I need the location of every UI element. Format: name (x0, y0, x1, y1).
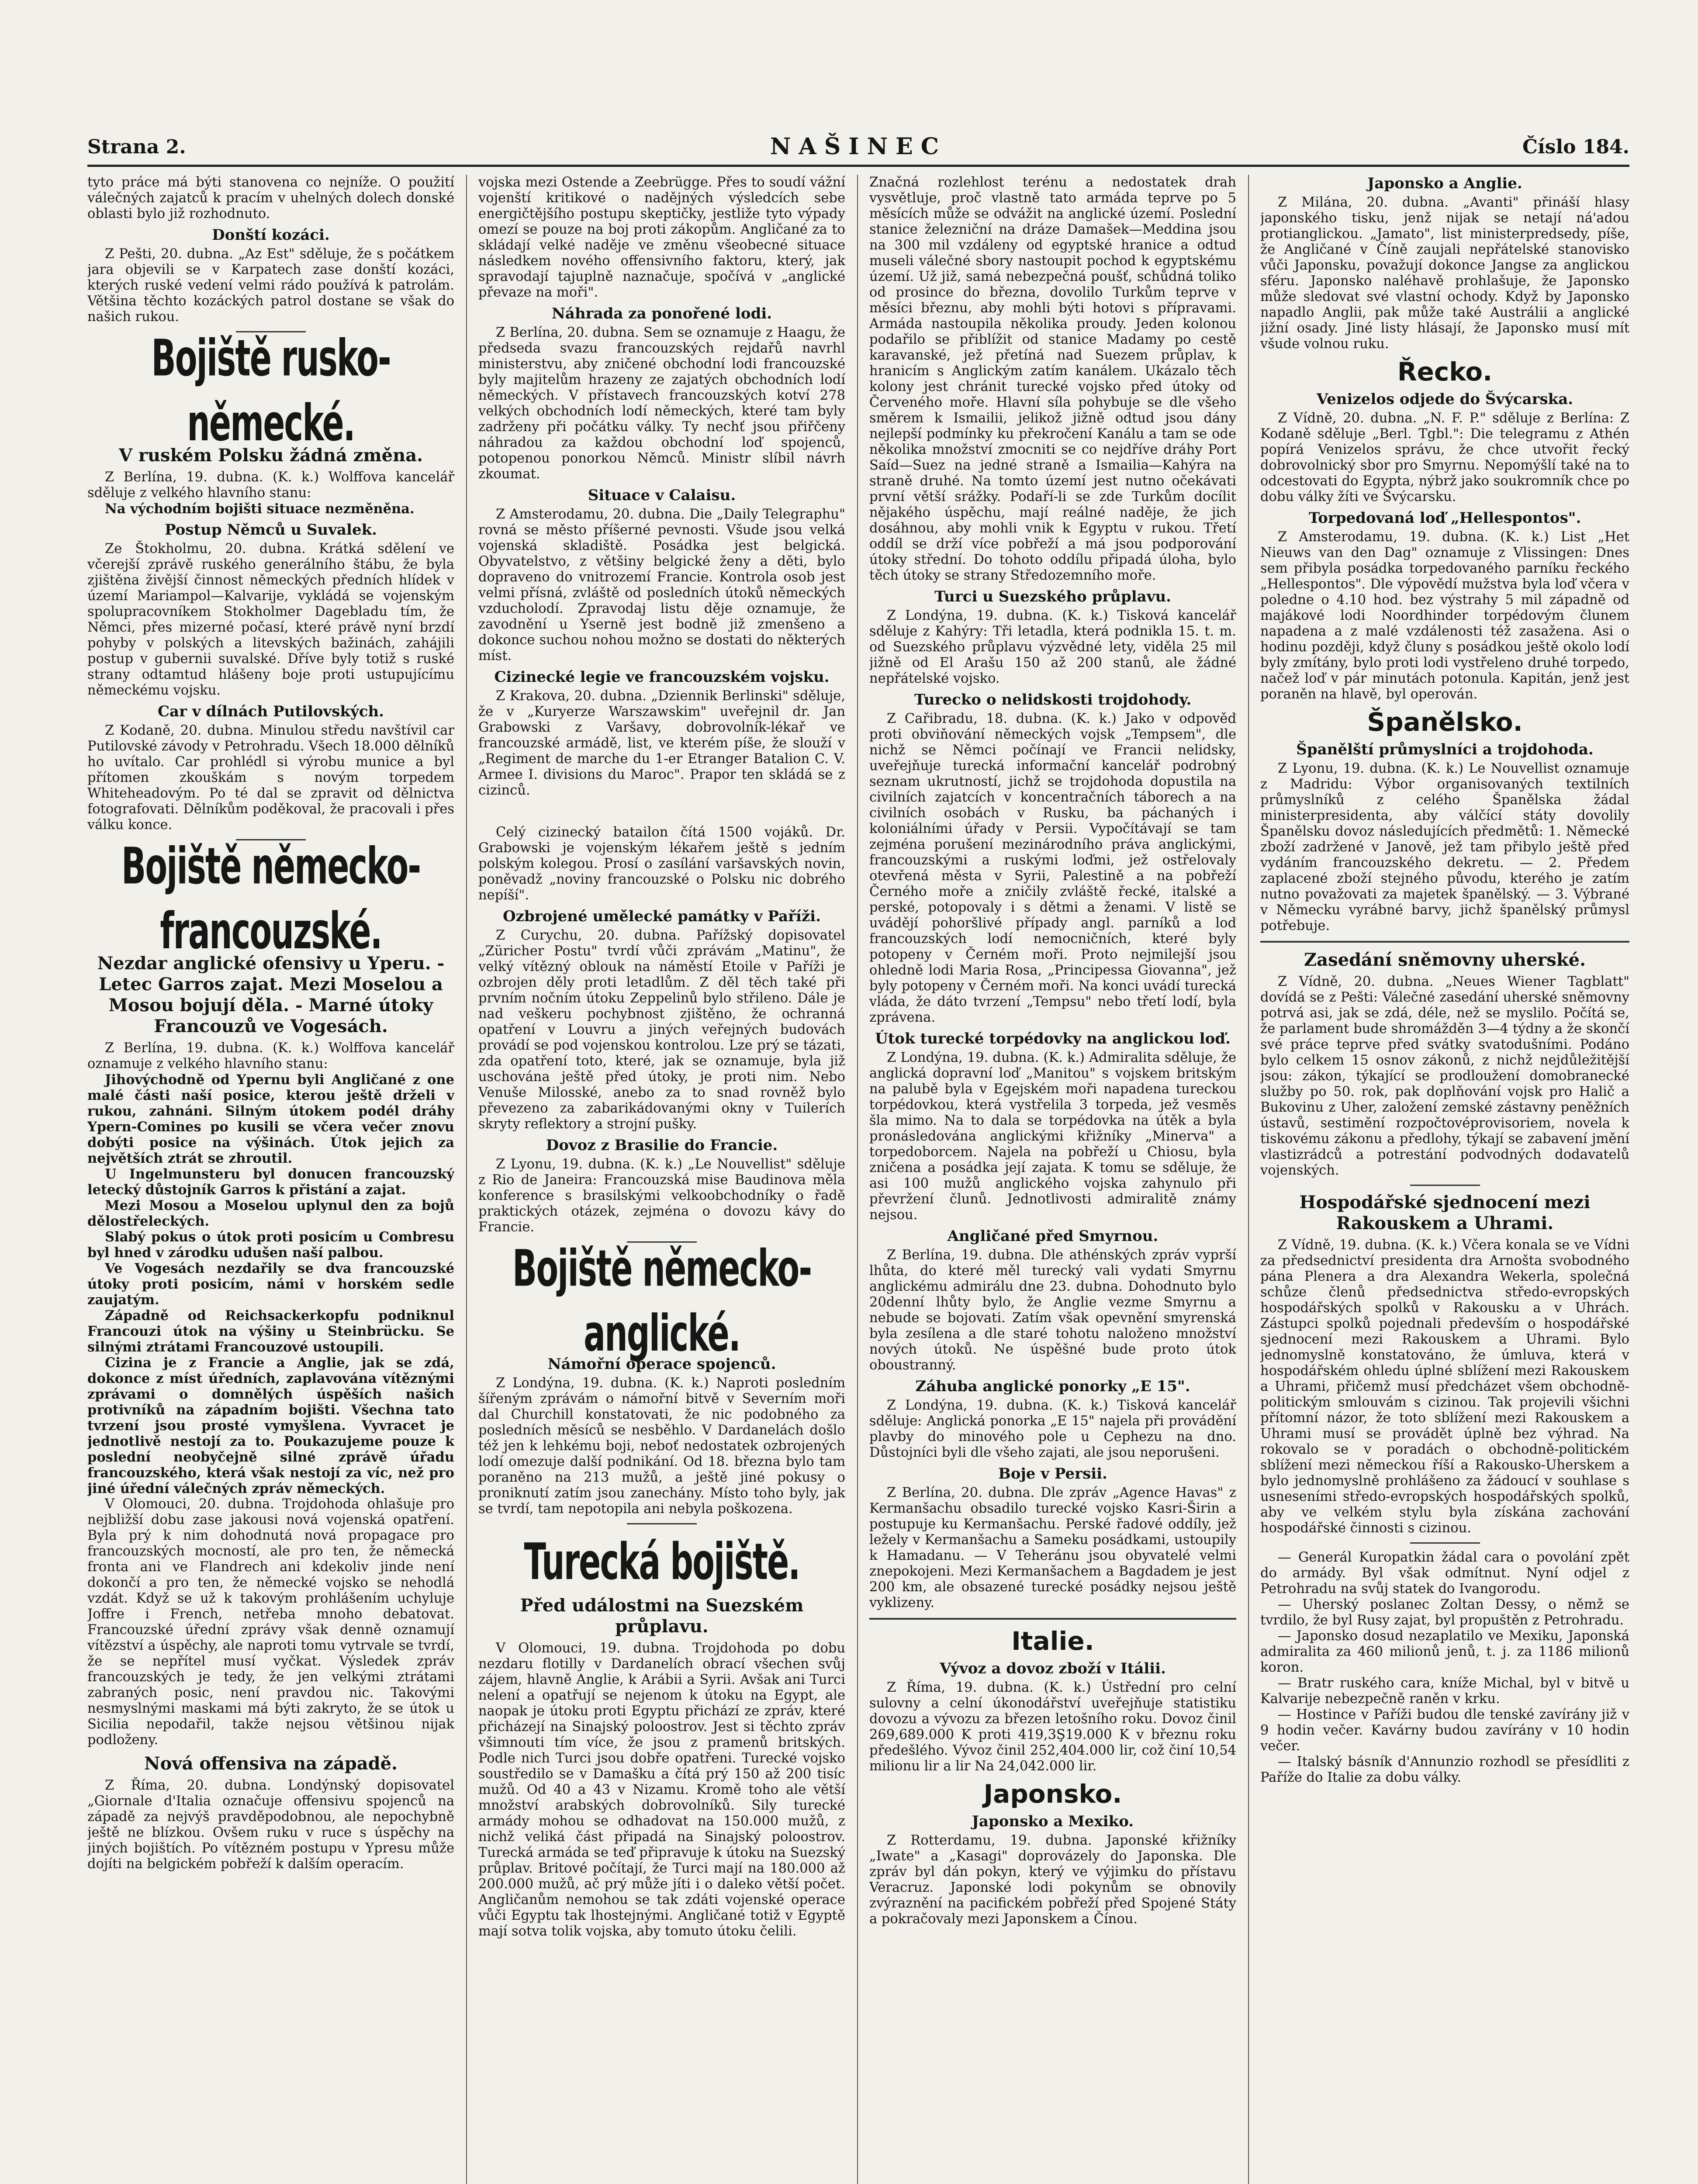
article-heading: Donští kozáci. (212, 226, 330, 244)
article-heading: Dovoz z Brasilie do Francie. (546, 1137, 778, 1154)
article-text: Na východním bojišti situace nezměněna. (105, 501, 415, 517)
article-heading: Hospodářské sjednocení mezi Rakouskem a Uhrami. (1299, 1192, 1591, 1234)
article-heading: Car v dílnách Putilovských. (157, 703, 384, 720)
article-text: Mezi Mosou a Moselou uplynul den za bojů dělostřeleckých. (87, 1198, 454, 1229)
article-heading: Turecko o nelidskosti trojdohody. (914, 691, 1192, 708)
article-text: Z Říma, 20. dubna. Londýnský dopisovatel „Giornale d'Italia označuje offensivu spojenců na západě za nejvýš pravděpodobnou, ale nepochybně ještě ne blízkou. Ovšem ruku v ruce s úspěchy na jiných bojištích. Po vítězném postupu v Ypresu může dojíti na belgickém pobřeží k dalším operacím. (87, 1778, 454, 1872)
article-heading: Španělští průmyslníci a trojdohoda. (1296, 741, 1594, 758)
section-heading: Japonsko. (983, 1779, 1122, 1809)
article-heading: Torpedovaná loď „Hellespontos". (1308, 509, 1581, 527)
article-text: Z Londýna, 19. dubna. (K. k.) Tisková kancelář sděluje: Anglická ponorka „E 15" najela při provádění plavby do minového pole u Cephezu na dno. Důstojníci byli dle všeho zajati, ale jsou neporušeni. (869, 1398, 1236, 1460)
article-text: Z Pešti, 20. dubna. „Az Est" sděluje, že s počátkem jara objevili se v Karpatech zase donští kozáci, kterých ruské vedení velmi rádo používá k patrolám. Většina těchto kozáckých patrol dostane se však do našich rukou. (87, 246, 454, 325)
section-heading: Španělsko. (1367, 707, 1523, 737)
page-header (87, 133, 1629, 167)
article-text: Z Curychu, 20. dubna. Pařížský dopisovatel „Züricher Postu" tvrdí vůči zprávám „Matinu", že velký vítězný oblouk na náměstí Etoile v Paříži je ozbrojen děly proti letadlům. Z děl těch také při prvním nočním útoku Zeppelinů bylo střileno. Dále je nad veškeru pochybnost zjištěno, že ochranná opatření v Louvru a jiných veřejných budovách provádí se pod vojenskou kontrolou. Lze prý se tázati, zda opatření toto, které, jak se oznamuje, byla již uschována ještě před útoky, je proti nim. Nebo Venuše Milosské, anebo za to snad rovněž bylo převezeno za zabarikádovanými okny v Tuilerích skryty reflektory a strojní pušky. (478, 928, 845, 1132)
divider (869, 1618, 1236, 1620)
article-text: Z Amsterodamu, 19. dubna. (K. k.) List „Het Nieuws van den Dag" oznamuje z Vlissingen: Dnes sem přibyla posádka torpedovaného parníku řeckého „Hellespontos". Dle výpovědí mužstva byla loď včera v poledne o 4.10 hod. bez výstrahy 5 mil západně od majákové lodi Noordhinder torpédovým člunem napadena a z malé vzdálenosti též zasažena. Asi o hodinu později, když čluny s posádkou ještě okolo lodí byly zmítány, bylo proti lodi vystřeleno druhé torpedo, načež loď v pár minutách potonula. Kapitán, jenž jest poraněn na hlavě, byl operován. (1260, 529, 1629, 702)
news-brief: — Italský básník d'Annunzio rozhodl se přesídliti z Paříže do Italie za dobu války. (1260, 1754, 1629, 1785)
article-heading: Ozbrojené umělecké památky v Paříži. (503, 908, 821, 925)
article-heading: Vývoz a dovoz zboží v Itálii. (940, 1660, 1166, 1677)
article-text: Z Berlína, 19. dubna. (K. k.) Wolffova kancelář sděluje z velkého hlavního stanu: (87, 470, 454, 501)
section-heading: Italie. (1011, 1626, 1094, 1656)
article-text: Z Berlína, 19. dubna. (K. k.) Wolffova kancelář oznamuje z velkého hlavního stanu: (87, 1040, 454, 1071)
article-heading: Boje v Persii. (998, 1465, 1107, 1482)
article-text: Z Londýna, 19. dubna. (K. k.) Tisková kancelář sděluje z Kahýry: Tři letadla, která podnikla 15. t. m. od Suezského průplavu výzvědné lety, viděla 25 mil jižně od El Arašu 150 až 200 stanů, ale žádné nepřátelské vojsko. (869, 608, 1236, 686)
issue-number: Číslo 184. (1522, 136, 1629, 158)
news-brief: — Hostince v Paříži budou dle tenské zavírány již v 9 hodin večer. Kavárny budou zavírány v 10 hodin večer. (1260, 1707, 1629, 1754)
article-heading: Nezdar anglické ofensivy u Yperu. - Letec Garros zajat. Mezi Moselou a Mosou bojují děla. - Marné útoky Francouzů ve Vogesách. (97, 953, 445, 1037)
article-text: U Ingelmunsteru byl donucen francouzský letecký důstojník Garros k přistání a zajat. (87, 1166, 454, 1198)
news-brief: — Uherský poslanec Zoltan Dessy, o němž se tvrdilo, že byl Rusy zajat, byl propuštěn z Petrohradu. (1260, 1597, 1629, 1628)
article-heading: Japonsko a Mexiko. (972, 1813, 1134, 1830)
article-text: Z Berlína, 19. dubna. Dle athénských zpráv vyprší lhůta, do které měl turecký vali vydati Smyrnu anglickému admirálu dne 23. dubna. Dohodnuto bylo 20denní lhůty bylo, že Anglie vezme Smyrnu a nebude se bojovati. Zatím však opevnění smyrenská byla zesílena a dle staré tohotu naloženo množství nových útoků. Ne úspěšné bude proto útok oboustranný. (869, 1248, 1236, 1373)
article-text: Ze Štokholmu, 20. dubna. Krátká sdělení ve včerejší zprávě ruského generálního štábu, že byla zjištěna živější činnost německých předních hlídek v území Mariampol—Kalvarije, vykládá se vojenským spolupracovníkem Stokholmer Dagebladu tím, že Němci, přes mizerné počasí, které právě nyní brzdí pohyby v polských a litevských bažinách, zahájili postup v gubernii suvalské. Dříve byly totiž s ruské strany odtamtud hlášeny boje proti ustupujícímu německému vojsku. (87, 541, 454, 698)
article-text: vojska mezi Ostende a Zeebrügge. Přes to soudí vážní vojenští kritikové o nadějných výsledcích sebe energičtějšího postupu skeptičky, jestliže tyto výpady omezí se pouze na boj proti zákopům. Angličané za to skládají velké naděje ve změnu všeobecné situace následkem nového offensivního faktoru, který, jak spravodají tajuplně naznačuje, spočívá v „anglické převaze na moři". (478, 175, 845, 300)
masthead: NAŠINEC (770, 133, 947, 160)
article-text: Slabý pokus o útok proti posicím u Combresu byl hned v zárodku udušen naší palbou. (87, 1229, 454, 1261)
column-3 (869, 175, 1236, 2184)
article-heading: Před událostmi na Suezském průplavu. (520, 1595, 804, 1637)
divider (1260, 941, 1629, 943)
article-text: Z Londýna, 19. dubna. (K. k.) Admiralita sděluje, že anglická dopravní loď „Manitou" s vojskem britským na palubě byla v Egejském moři napadena tureckou torpédovkou, která vystřelila 3 torpeda, jež vesměs šla mimo. Na to dala se torpédovka na útěk a byla pronásledována anglickými křižníky „Minerva" a torpedoborcem. Najela na pobřeží u Chiosu, byla zničena a posádka její zajata. K tomu se sděluje, že asi 100 mužů anglického vojska zahynulo při převržení člunů. Jednotlivosti admiralitě známy nejsou. (869, 1050, 1236, 1223)
article-heading: Zasedání sněmovny uherské. (1304, 950, 1586, 970)
article-text: Z Říma, 19. dubna. (K. k.) Ústřední pro celní sulovny a celní úkonodářství uveřejňuje statistiku dovozu a vývozu za březen letošního roku. Dovoz činil 269,689.000 K proti 419,3Ş19.000 K v březnu roku předešlého. Vývoz činil 252,404.000 lir, což činí 10,54 milionu lir a lir Na 24,042.000 lir. (869, 1680, 1236, 1774)
article-heading: Turci u Suezského průplavu. (934, 588, 1172, 605)
article-text: Ve Vogesách nezdařily se dva francouzské útoky proti posicím, námi v horském sedle zaujatým. (87, 1261, 454, 1308)
column-2 (478, 175, 845, 2184)
news-brief: — Generál Kuropatkin žádal cara o povolání zpět do armády. Byl však odmítnut. Nyní odjel z Petrohradu na svůj statek do Ivangorodu. (1260, 1550, 1629, 1597)
article-heading: Postup Němců u Suvalek. (164, 521, 377, 539)
section-heading: Bojiště německo-francouzské. (121, 837, 421, 961)
section-heading: Bojiště německo-anglické. (512, 1239, 812, 1363)
article-text: Z Lyonu, 19. dubna. (K. k.) Le Nouvellist oznamuje z Madridu: Výbor organisovaných textilních průmyslníků z celého Španělska žádal ministerpresidenta, aby válčící státy dovolily Španělsku dovoz následujících předmětů: 1. Německé zboží zadržené v Janově, jež tam přibylo ještě před vydáním francouzského dekretu. — 2. Předem zaplacené zboží stejného původu, kterého je zatím nutno považovati za majetek španělský. — 3. Výbrané v Německu vyrábné barvy, jichž španělský průmysl potřebuje. (1260, 761, 1629, 933)
column-rule (857, 175, 858, 2184)
article-heading: Situace v Calaisu. (588, 487, 736, 504)
column-rule (466, 175, 467, 2184)
article-text: V Olomouci, 19. dubna. Trojdohoda po dobu nezdaru flotilly v Dardanelích obrací všechen svůj zájem, hlavně Anglie, k Arábii a Syrii. Avšak ani Turci nelení a opatřují se nejenom k útoku na Egypt, ale naopak je útoku proti Egyptu přichází ze zpráv, které přicházejí na Sinajský poloostrov. Jest si těchto zpráv všimnouti tím více, že jsou z pramenů britských. Podle nich Turci jsou dobře opatřeni. Turecké vojsko soustředilo se v Damašku a čítá prý 150 až 200 tisíc mužů. Od 40 a 43 v Nizamu. Kromě toho ale větší množství arabských dobrovolníků. Sily turecké armády mohou se odhadovat na 150.000 mužů, z nichž veliká část připadá na Sinajský poloostrov. Turecká armáda se teď připravuje k útoku na Suezský průplav. Britové počítají, že Turci mají na 180.000 až 200.000 mužů, ač prý může jíti i o daleko větší počet. Angličanům nemohou se tak zdáti vojenské operace vůči Egyptu tak lhostejnými. Angličané totiž v Egyptě mají sotva tolik vojska, aby tomuto útoku čelili. (478, 1641, 845, 1939)
article-text: Z Berlína, 20. dubna. Sem se oznamuje z Haagu, že předseda svazu francouzských rejdařů navrhl ministerstvu, aby zničené obchodní lodi francouzské byly majitelům hrazeny ze zajatých obchodních lodí německých. V přístavech francouzských kotví 278 velkých obchodních lodí německých, které tam byly zadrženy při počátku války. Ty nechť jsou přiřčeny náhradou za každou obchodní loď spojenců, potopenou ponorkou Němců. Ministr slíbil návrh zkoumat. (478, 325, 845, 482)
article-heading: Námořní operace spojenců. (547, 1355, 776, 1373)
article-text: Značná rozlehlost terénu a nedostatek drah vysvětluje, proč vlastně tato armáda teprve po 5 měsících může se odvážit na anglické území. Poslední stanice železniční na dráze Damašek—Meddina jsou na 300 mil vzdáleny od egyptské hranice a odtud museli válečné sbory nastoupit pochod k egyptskému území. Už již, samá nebezpečná poušť, schůdná toliko od prosince do března, dovolilo Turkům teprve v měsíci březnu, aby mohli býti hotovi s přípravami. Armáda nastoupila několika proudy. Jeden kolonou podařilo se přiblížit od stanice Madamy po cestě karavanské, jež přetíná nad Suezem průplav, k hranicím s Anglickým zatím kanálem. Ukázalo těch kolony jest chránit turecké vojsko před útoky od Červeného moře. Hlavní síla pohybuje se dle všeho směrem k Ismailii, jelikož jižně odtud jsou dány nejlepší podmínky ku překročení Kanálu a tam se ode několika množství zmocniti se co nejdříve dráhy Port Saíd—Suez na jedné straně a Ismailia—Kahýra na straně druhé. Na tomto území jest nutno očekávati první větší srážky. Podaří-li se zde Turkům docílit nějakého úspěchu, mají reálné naděje, že jich dosáhnou, aby mohli vnik k Egyptu v rukou. Třetí oddíl se drží více pobřeží a má jsou podporování útoky střední. Do tohoto oddílu připadá úloha, bylo těch útoky se strany Středozemního moře. (869, 175, 1236, 583)
section-heading: Bojiště rusko-německé. (151, 329, 391, 453)
article-text: Z Vídně, 20. dubna. „Neues Wiener Tagblatt" dovídá se z Pešti: Válečné zasedání uherské sněmovny potrvá asi, jak se zdá, déle, než se myslilo. Počítá se, že parlament bude shromážděn 3—4 týdny a že skončí své práce teprve před svátky svatodušními. Podáno bylo celkem 15 osnov zákonů, z nichž nejdůležitější jsou: zákon, týkající se prodloužení domobranecké služby po 50. rok, pak doplňování vojsk pro Halič a Bukovinu z Uher, založení zemské zástavny peněžních ústavů, sestimění rozpočtovéprovisoriem, novela k tiskovému zákonu a předlohy, týkají se zabavení jmění vlastizrádců a potrestání podvodných dodavatelů vojenských. (1260, 974, 1629, 1178)
article-text: Z Berlína, 20. dubna. Dle zpráv „Agence Havas" z Kermanšachu obsadilo turecké vojsko Kasri-Širin a postupuje ku Kermanšachu. Perské řadové oddíly, jež ležely v Kermanšachu a Sameku posádkami, ustoupily k Hamadanu. — V Teheránu jsou obyvatelé velmi znepokojeni. Mezi Kermanšachem a Bagdadem je jest 200 km, ale obsazené turecké posádky nejsou ještě vyklizeny. (869, 1485, 1236, 1610)
article-text: Z Milána, 20. dubna. „Avanti" přináší hlasy japonského tisku, jenž nijak se netají ná'adou protianglickou. „Jamato", list ministerpredsedy, píše, že Angličané v Číně zaujali nepřátelské stanovisko vůči Japonsku, považují dokonce Jangse za anglickou sféru. Japonsko naléhavě prohlašuje, že Japonsko může sledovat své vlastní ochody. Když by Japonsko napadlo Anglii, pak může také Austrálii a anglické jižní osady. Jiné listy hlásají, že Japonsko musí mít všude volnou ruku. (1260, 195, 1629, 352)
article-text: Západně od Reichsackerkopfu podniknul Francouzi útok na výšiny u Steinbrücku. Se silnými ztrátami Francouzové ustoupili. (87, 1308, 454, 1355)
page-number: Strana 2. (87, 136, 186, 158)
article-text: V Olomouci, 20. dubna. Trojdohoda ohlašuje pro nejbližší dobu zase jakousi nová vojenská opatření. Byla prý k nim dohodnutá nová propagace pro francouzských mocností, ale pro ten, že německá fronta ani ve Flandrech ani kdekoliv jinde není dokončí a pro ten, že německé vojsko se nehodlá vzdát. Když se už k takovým prohlášením uchyluje Joffre i French, netřeba mnoho debatovat. Francouzské úřední zprávy však denně oznamují vítězství a úspěchy, ale naproti tomu vytrvale se tvrdí, že se nepřítel musí vyčkat. Výsledek zpráv francouzských je tedy, že jen velkými ztrátami zabraných posic, není pravdou nic. Takovými nesmyslnými maskami má býti zakryto, že se útok u Sicilia nepodařil, takže nejsou většinou nijak podloženy. (87, 1496, 454, 1748)
column-1 (87, 175, 454, 2184)
column-4 (1260, 175, 1629, 2184)
article-heading: Nová offensiva na západě. (144, 1753, 398, 1774)
article-heading: Náhrada za ponořené lodi. (551, 305, 772, 322)
article-text: Z Kodaně, 20. dubna. Minulou středu navštívil car Putilovské závody v Petrohradu. Všech 18.000 dělníků ho uvítalo. Car prohlédl si výrobu munice a byl přítomen zkouškám s novým torpedem Whiteheadovým. Po té dal se zpravit od dělnictva fotografovati. Dělníkům poděkoval, že pracovali i přes válku konce. (87, 723, 454, 833)
article-heading: Angličané před Smyrnou. (947, 1227, 1159, 1245)
news-brief: — Japonsko dosud nezaplatilo ve Mexiku, Japonská admiralita za 460 milionů jenů, t. j. za 1186 milionů koron. (1260, 1628, 1629, 1675)
article-text: tyto práce má býti stanovena co nejníže. O použití válečných zajatců k pracím v uhelných dolech donské oblasti bylo již rozhodnuto. (87, 175, 454, 221)
divider (1410, 1542, 1480, 1544)
article-text: Jihovýchodně od Ypernu byli Angličané z one malé části naší posice, kterou ještě drželi v rukou, zahnáni. Silným útokem podél dráhy Ypern-Comines po kusili se včera večer znovu dobýti posice na výšinách. Útok jejich za největších ztrát se zhroutil. (87, 1072, 454, 1166)
article-text: Z Rotterdamu, 19. dubna. Japonské křižníky „Iwate" a „Kasagi" doprovázely do Japonska. Dle zpráv byl dán pokyn, který ve výjimku do přístavu Veracruz. Japonské lodi pokynům se obnovily zvýraznění na pacifickém pobřeží před Spojené Státy a pokračovaly mezi Japonskem a Čínou. (869, 1833, 1236, 1927)
article-heading: Cizinecké legie ve francouzském vojsku. (494, 668, 830, 686)
news-brief: — Bratr ruského cara, kníže Michal, byl v bitvě u Kalvarije nebezpečně raněn v krku. (1260, 1676, 1629, 1707)
article-heading: Japonsko a Anglie. (1367, 175, 1522, 192)
article-text: Z Vídně, 20. dubna. „N. F. P." sděluje z Berlína: Z Kodaně sděluje „Berl. Tgbl.": Die telegramu z Athén popírá Venizelos správu, že chce utvořit řecký dobrovolnický sbor pro Smyrnu. Nepomýšlí také na to odcestovati do Egypta, nýbrž jako soukromník chce po dobu války žíti ve Švýcarsku. (1260, 411, 1629, 505)
column-rule (1248, 175, 1249, 2184)
article-text: Z Cařibradu, 18. dubna. (K. k.) Jako v odpověď proti obviňování německých vojsk „Tempsem", dle nichž se Němci počínají ve Francii nelidsky, uveřejňuje turecká informační kancelář podrobný seznam ukrutností, jichž se trojdohoda dopustila na civilních zajatcích v koncentračních táborech a na civilních osobách v Rusku, ba páchaných i koloniálními úřady v Persii. Vypočítávají se tam zejména porušení mezinárodního práva anglickými, francouzskými a ruskými loďmi, jež ostřelovaly otevřená města v Syrii, Palestině a na pobřeží Černého moře a zničily zvláště řecké, italské a perské, potopovaly i s dětmi a ženami. V listě se uvádějí pohoršlivé případy angl. parníků a loď francouzských lodí nemocničních, které byly potopeny v Černém moři. Proto nejmilejší jsou ohledně lodi Maria Rosa, „Principessa Giovanna", jež byly potopeny v Černém moři. Na konci uvádí turecká vláda, že dáto tvrzení „Tempsu" nebo třetí lodí, byla zprávena. (869, 711, 1236, 1025)
article-text: Celý cizinecký batailon čítá 1500 vojáků. Dr. Grabowski je vojenským lékařem ještě s jedním polským kolegou. Prosí o zasílání varšavských novin, poněvadž „noviny francouzské o Polsku nic dobrého nepíší". (478, 825, 845, 903)
article-text: Z Londýna, 19. dubna. (K. k.) Naproti posledním šířeným zprávám o námořní bitvě v Severním moři dal Churchill konstatovati, že nic podobného za posledních měsíců se nesběhlo. V Dardanelách došlo též jen k lehkému boji, neboť nedostatek ozbrojených lodí omezuje další podnikání. Od 18. března bylo tam poraněno na 213 mužů, a ještě jiné pokusy o proniknutí zatím jsou zanechány. Místo toho byly, jak se tvrdí, tam nepotopila ani nebyla poškozena. (478, 1375, 845, 1517)
article-heading: V ruském Polsku žádná změna. (118, 445, 423, 466)
article-heading: Venizelos odjede do Švýcarska. (1316, 390, 1574, 408)
article-text: Cizina je z Francie a Anglie, jak se zdá, dokonce z míst úředních, zaplavována vítěznými zprávami o domnělých úspěších našich protivníků na západním bojišti. Všechna tato tvrzení jsou prosté vymyšlena. Vyvracet je jednotlivě nestojí za to. Poukazujeme pouze k poslední neobyčejně silné zprávě úřadu francouzského, která však nestojí za víc, než pro jiné úřední válečných zpráv německých. (87, 1355, 454, 1496)
article-heading: Útok turecké torpédovky na anglickou loď. (875, 1030, 1231, 1047)
article-text: Z Amsterodamu, 20. dubna. Die „Daily Telegraphu" rovná se město příšerné pevnosti. Všude jsou velká vojenská skladiště. Posádka jest belgická. Obyvatelstvo, z většiny belgické ženy a děti, bylo dopraveno do vnitrozemí Francie. Kontrola osob jest velmi přísná, zvláště od posledních útoků německých vzducholodí. Zpravodaj listu děje oznamuje, že zavodnění u Yserně jest bodně již zmenšeno a dokonce suchou nohou možno se dostati do některých míst. (478, 507, 845, 663)
divider (1410, 1185, 1480, 1186)
section-heading: Turecká bojiště. (524, 1533, 800, 1591)
article-text: Z Vídně, 19. dubna. (K. k.) Včera konala se ve Vídni za předsednictví presidenta dra Arnošta svobodného pána Plenera a dra Alexandra Wekerla, společná schůze členů předsednictva středo-evropských hospodářských spolků v Rakousku a v Uhrách. Zástupci spolků pojednali především o hospodářské sjednocení mezi Rakouskem a Uhrami. Bylo jednomyslně konstatováno, že úmluva, která v hospodářském ohledu úplné sblížení mezi Rakouskem a Uhrami, přičemž musí předcházet všem obchodně-politickým smlouvám s cizinou. Tak projevili všichni přítomní názor, že toto sblížení mezi Rakouskem a Uhrami musí se provádět úplně bez výhrad. Na rokovalo se v poradách o obchodně-politickém sblížení mezi německou říší a Rakousko-Uherskem a bylo jednomyslně prohlášeno za žádoucí v souhlase s usneseními středo-evropských hospodářských spolků, aby ve velkém stylu byla získána zachování hospodářské činnosti s cizinou. (1260, 1237, 1629, 1536)
section-heading: Řecko. (1397, 357, 1493, 387)
article-heading: Záhuba anglické ponorky „E 15". (915, 1378, 1190, 1395)
article-text: Z Lyonu, 19. dubna. (K. k.) „Le Nouvellist" sděluje z Rio de Janeira: Francouzská mise Baudinova měla konference s brasilskými velkoobchodníky o řadě praktických otázek, zejména o dovozu kávy do Francie. (478, 1157, 845, 1235)
article-text: Z Krakova, 20. dubna. „Dziennik Berlinski" sděluje, že v „Kuryerze Warszawskim" uveřejnil dr. Jan Grabowski z Varšavy, dobrovolník-lékař ve francouzské armádě, list, ve kterém píše, že slouží v „Regiment de marche du 1-er Etranger Batalion C. V. Armee I. divisions du Maroc". Prapor ten skládá se z cizinců. (478, 688, 845, 798)
